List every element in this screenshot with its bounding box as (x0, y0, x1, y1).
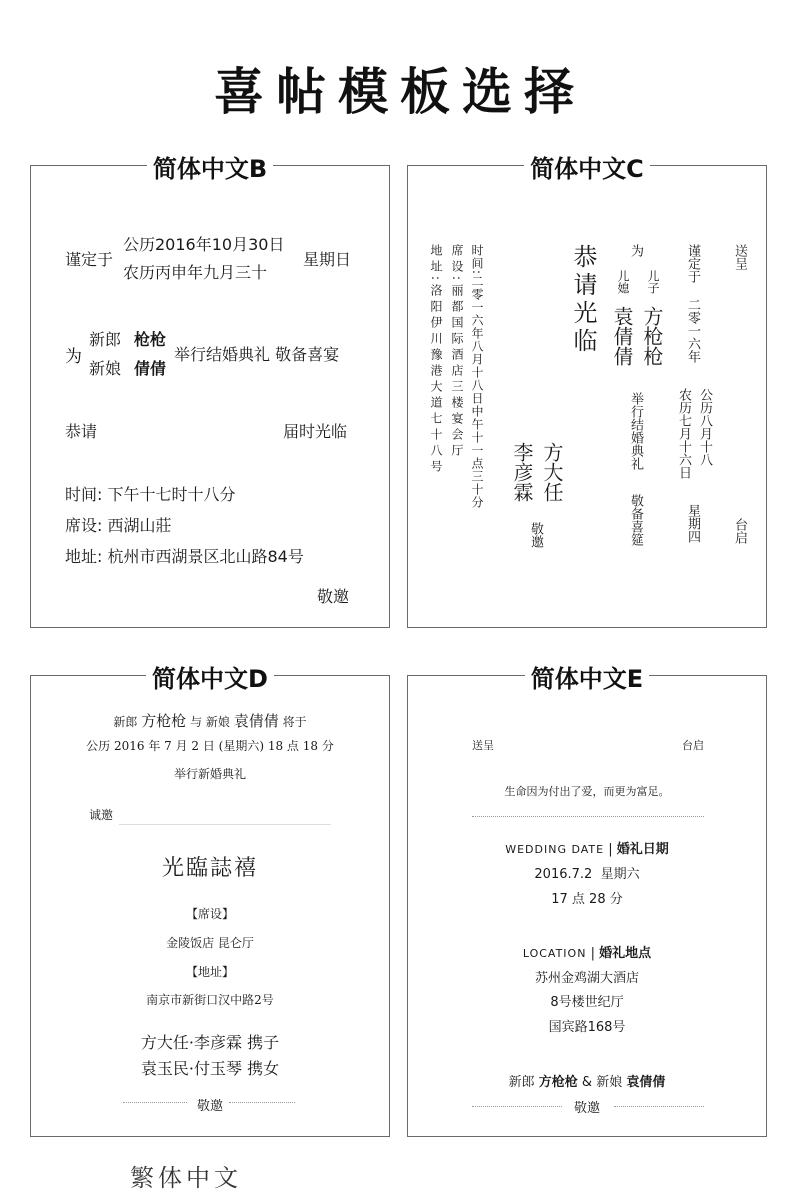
fang-col: 方大任 (540, 442, 564, 502)
bride-name: 袁倩倩 (233, 712, 279, 730)
loc-label-en: LOCATION (522, 947, 587, 960)
dil-col: 儿媳 (616, 270, 630, 294)
groom-name: 方枪枪 (141, 712, 187, 730)
amp-text: & (581, 1075, 593, 1090)
groom-label: 新郎 (508, 1075, 535, 1090)
date-sep: | (608, 842, 613, 857)
date-value: 2016.7.2 (534, 867, 593, 882)
venue-value: 西湖山莊 (107, 516, 172, 535)
send-text: 送呈 (472, 739, 494, 752)
feast-col: 敬备喜筵 (628, 494, 643, 546)
template-card-e[interactable] (407, 665, 767, 1137)
rite-col: 举行结婚典礼 (628, 392, 643, 470)
bride-label: 新娘 (596, 1075, 623, 1090)
template-card-b[interactable] (30, 155, 390, 628)
wei-col: 为 (628, 244, 643, 257)
dil-name-col: 袁倩倩 (610, 306, 634, 366)
date-label-cn: 婚礼日期 (616, 842, 669, 857)
groom-name: 枪枪 (134, 330, 167, 349)
guang-text: 光臨誌禧 (161, 856, 258, 881)
loc-label-cn: 婚礼地点 (599, 946, 652, 961)
lunar-col: 农历七月十六日 (676, 388, 691, 479)
date-heading (408, 838, 766, 857)
venue-row (65, 513, 172, 536)
year-col: 二零一六年 (685, 298, 700, 363)
loc-line-3: 国宾路168号 (548, 1020, 626, 1035)
time-row (65, 482, 236, 505)
couple-line (31, 710, 389, 731)
seat-col: 席设:丽都国际酒店三楼宴会厅 (450, 244, 464, 461)
parents-line-2: 袁玉民·付玉琴 携女 (140, 1059, 280, 1078)
time-value: 下午十七时十八分 (107, 485, 236, 504)
bride-label: 新娘 (89, 359, 122, 378)
template-card-c[interactable] (407, 155, 767, 628)
gong-col: 恭请光临 (569, 244, 597, 356)
address-value: 杭州市西湖景区北山路84号 (107, 547, 304, 566)
li-col: 李彦霖 (510, 442, 534, 502)
venue-label: 席设: (65, 516, 103, 535)
ceremony-text: 举行结婚典礼 敬备喜宴 (174, 345, 340, 364)
wei-text: 为 (65, 347, 82, 367)
invite-underline (119, 823, 331, 825)
seat-value: 金陵饭店 昆仑厅 (166, 936, 254, 950)
tai-col: 台启 (732, 518, 747, 544)
groom-label: 新郎 (113, 715, 138, 729)
and-text: 与 (190, 715, 203, 729)
date-label-en: WEDDING DATE (505, 843, 605, 856)
date-lunar: 农历丙申年九月三十 (123, 263, 268, 282)
address-label: 地址: (65, 547, 103, 566)
jin-col: 谨定于 (685, 244, 700, 283)
ceremony-line: 举行新婚典礼 (173, 767, 246, 781)
weekday: 星期六 (600, 867, 640, 882)
tai-text: 台启 (682, 739, 704, 752)
time-col: 时间:二零一六年八月十八日中午十一点三十分 (470, 244, 484, 510)
bride-name: 倩倩 (134, 359, 167, 378)
date-prefix: 谨定于 (65, 250, 114, 269)
parents-line-1: 方大任·李彦霖 携子 (140, 1033, 280, 1052)
card-b-header: 简体中文B (147, 155, 273, 183)
send-col: 送呈 (732, 244, 747, 270)
loc-sep: | (590, 946, 595, 961)
week-col: 星期四 (685, 504, 700, 543)
addr-label: 【地址】 (185, 965, 234, 979)
groom-label: 新郎 (89, 330, 122, 349)
addr-value: 南京市新街口汉中路2号 (146, 993, 274, 1007)
address-row (65, 544, 304, 567)
will-text: 将于 (282, 715, 307, 729)
cheng-text: 诚邀 (89, 808, 114, 822)
invite-text: 恭请 (65, 422, 98, 441)
time-label: 时间: (65, 485, 103, 504)
closing-text: 敬邀 (317, 587, 350, 606)
date-line (408, 863, 766, 882)
page-title: 喜帖模板选择 (214, 63, 586, 121)
dotted-divider (472, 816, 704, 817)
weekday: 星期日 (303, 250, 352, 269)
card-c-header: 简体中文C (524, 155, 650, 183)
quote-text: 生命因为付出了爱，而更为富足。 (504, 785, 670, 798)
addr-col: 地址:洛阳伊川豫港大道七十八号 (429, 244, 443, 477)
time-value: 17 点 28 分 (551, 892, 623, 907)
loc-line-2: 8号楼世纪厅 (550, 995, 624, 1010)
son-name-col: 方枪枪 (640, 306, 664, 366)
closing-text: 敬邀 (573, 1101, 600, 1116)
bride-label: 新娘 (205, 715, 230, 729)
arrive-text: 届时光临 (283, 422, 348, 441)
date-gregorian: 公历2016年10月30日 (123, 235, 285, 254)
dots-right (614, 1106, 704, 1107)
template-card-d[interactable] (30, 665, 390, 1137)
seat-label: 【席设】 (185, 907, 234, 921)
location-heading (408, 942, 766, 961)
closing-text: 敬邀 (196, 1099, 223, 1114)
card-e-header: 简体中文E (525, 665, 649, 693)
date-line: 公历 2016 年 7 月 2 日 (星期六) 18 点 18 分 (86, 739, 334, 753)
next-section-title: 繁体中文 (130, 1164, 242, 1192)
jy-col: 敬邀 (528, 522, 543, 548)
couple-line (408, 1071, 766, 1090)
groom-name: 方枪枪 (538, 1075, 578, 1090)
gregorian-col: 公历八月十八 (697, 388, 712, 466)
card-d-header: 简体中文D (146, 665, 274, 693)
loc-line-1: 苏州金鸡湖大酒店 (534, 971, 639, 986)
son-col: 儿子 (646, 270, 660, 294)
bride-name: 袁倩倩 (626, 1075, 666, 1090)
dots-right (229, 1102, 295, 1103)
